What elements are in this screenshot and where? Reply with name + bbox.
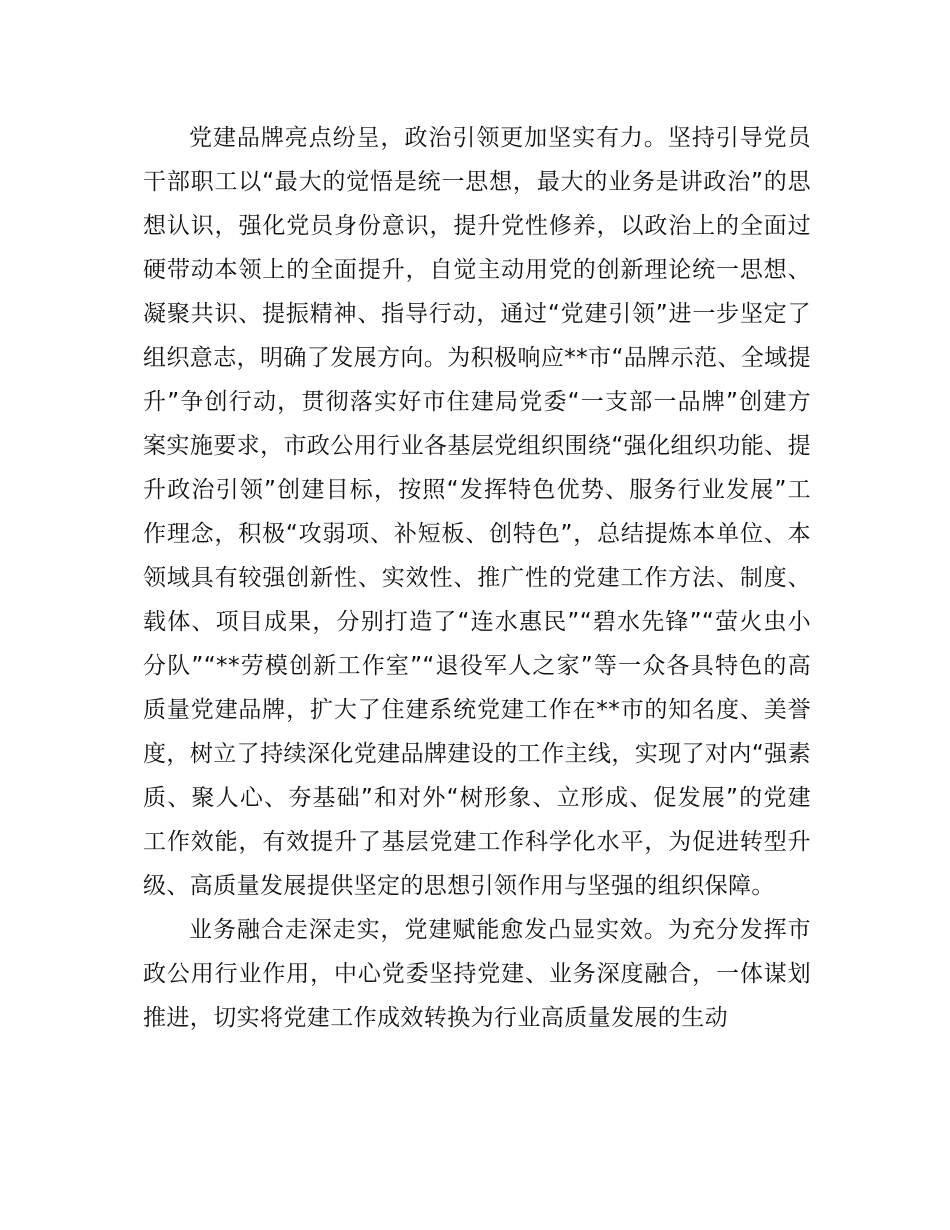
paragraph-party-brand: 党建品牌亮点纷呈，政治引领更加坚实有力。坚持引导党员干部职工以“最大的觉悟是统一思想，最大的业务是讲政治”的思想认识，强化党员身份意识，提升党性修养，以政治上的全面过硬带动本领上的全面提升，自觉主动用党的创新理论统一思想、凝聚共识、提振精神、指导行动，通过“党建引领”进一步坚定了组织意志，明确了发展方向。为积极响应**市“品牌示范、全域提升”争创行动，贯彻落实好市住建局党委“一支部一品牌”创建方案实施要求，市政公用行业各基层党组织围绕“强化组织功能、提升政治引领”创建目标，按照“发挥特色优势、服务行业发展”工作理念，积极“攻弱项、补短板、创特色”，总结提炼本单位、本领域具有较强创新性、实效性、推广性的党建工作方法、制度、载体、项目成果，分别打造了“连水惠民”“碧水先锋”“萤火虫小分队”“**劳模创新工作室”“退役军人之家”等一众各具特色的高质量党建品牌，扩大了住建系统党建工作在**市的知名度、美誉度，树立了持续深化党建品牌建设的工作主线，实现了对内“强素质、聚人心、夯基础”和对外“树形象、立形成、促发展”的党建工作效能，有效提升了基层党建工作科学化水平，为促进转型升级、高质量发展提供坚定的思想引领作用与坚强的组织保障。 bbox=[143, 125, 811, 899]
paragraph-business-integration: 业务融合走深走实，党建赋能愈发凸显实效。为充分发挥市政公用行业作用，中心党委坚持党建、业务深度融合，一体谋划推进，切实将党建工作成效转换为行业高质量发展的生动 bbox=[143, 917, 811, 1031]
document-body bbox=[143, 116, 811, 1040]
